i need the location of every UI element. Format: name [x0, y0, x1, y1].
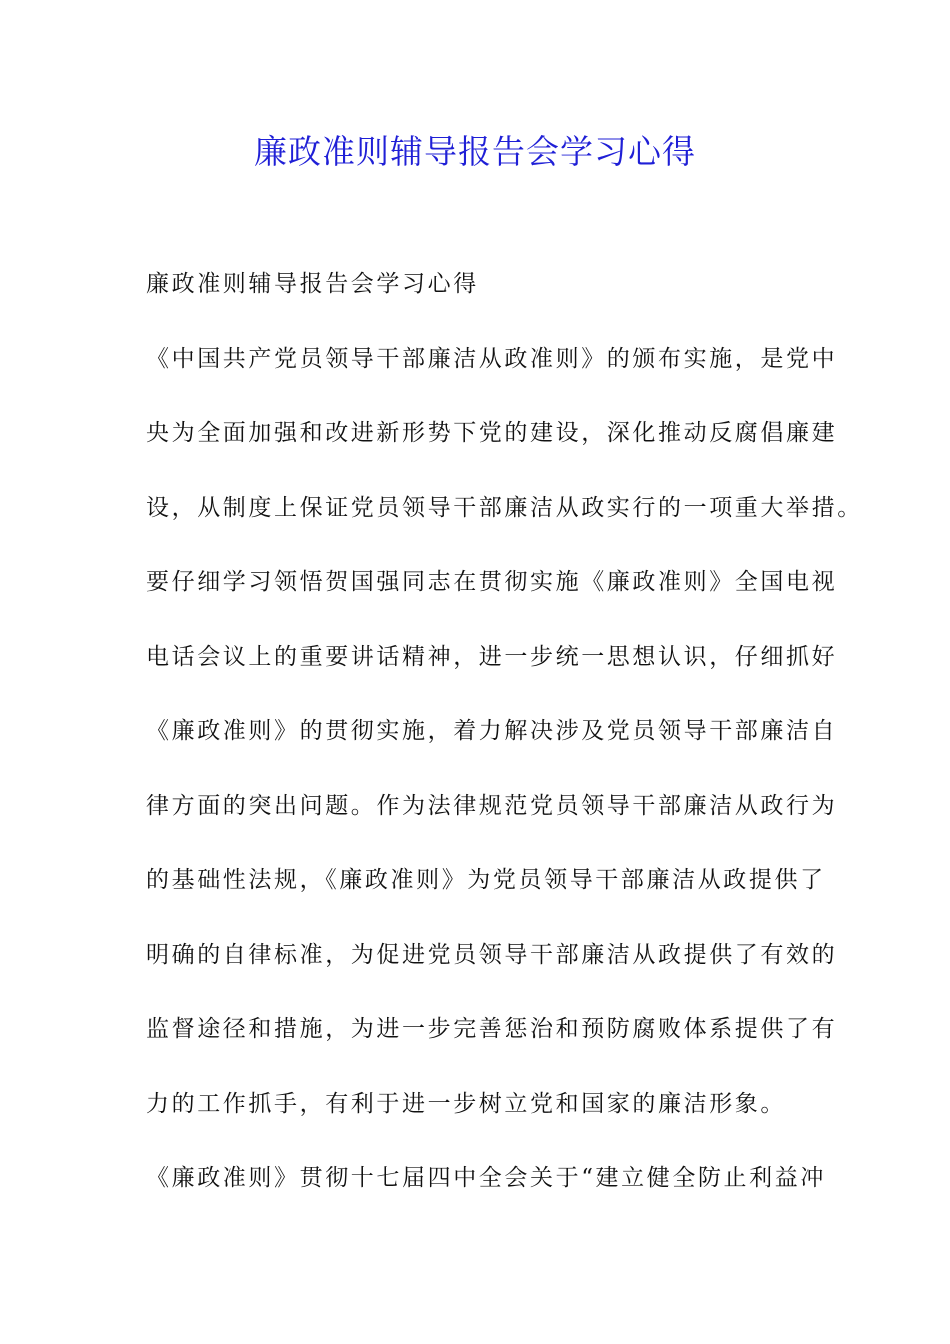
- body-line: 电话会议上的重要讲话精神，进一步统一思想认识，仔细抓好: [146, 643, 838, 670]
- body-line-subtitle: 廉政准则辅导报告会学习心得: [146, 271, 479, 297]
- page-title: 廉政准则辅导报告会学习心得: [254, 132, 696, 171]
- body-line: 要仔细学习领悟贺国强同志在贯彻实施《廉政准则》全国电视: [146, 569, 838, 595]
- body-line: 的基础性法规，《廉政准则》为党员领导干部廉洁从政提供了: [146, 867, 826, 893]
- body-line: 设，从制度上保证党员领导干部廉洁从政实行的一项重大举措。: [146, 494, 863, 521]
- body-line: 《廉政准则》贯彻十七届四中全会关于“建立健全防止利益冲: [146, 1165, 826, 1191]
- body-line: 明确的自律标准，为促进党员领导干部廉洁从政提供了有效的: [146, 941, 838, 968]
- body-line: 《中国共产党员领导干部廉洁从政准则》的颁布实施，是党中: [146, 345, 838, 372]
- body-line: 力的工作抓手，有利于进一步树立党和国家的廉洁形象。: [146, 1090, 786, 1117]
- body-line: 监督途径和措施，为进一步完善惩治和预防腐败体系提供了有: [146, 1016, 838, 1042]
- body-line: 央为全面加强和改进新形势下党的建设，深化推动反腐倡廉建: [146, 420, 838, 446]
- body-line: 《廉政准则》的贯彻实施，着力解决涉及党员领导干部廉洁自: [146, 718, 838, 744]
- body-line: 律方面的突出问题。作为法律规范党员领导干部廉洁从政行为: [146, 792, 838, 819]
- document-body: [146, 262, 863, 1231]
